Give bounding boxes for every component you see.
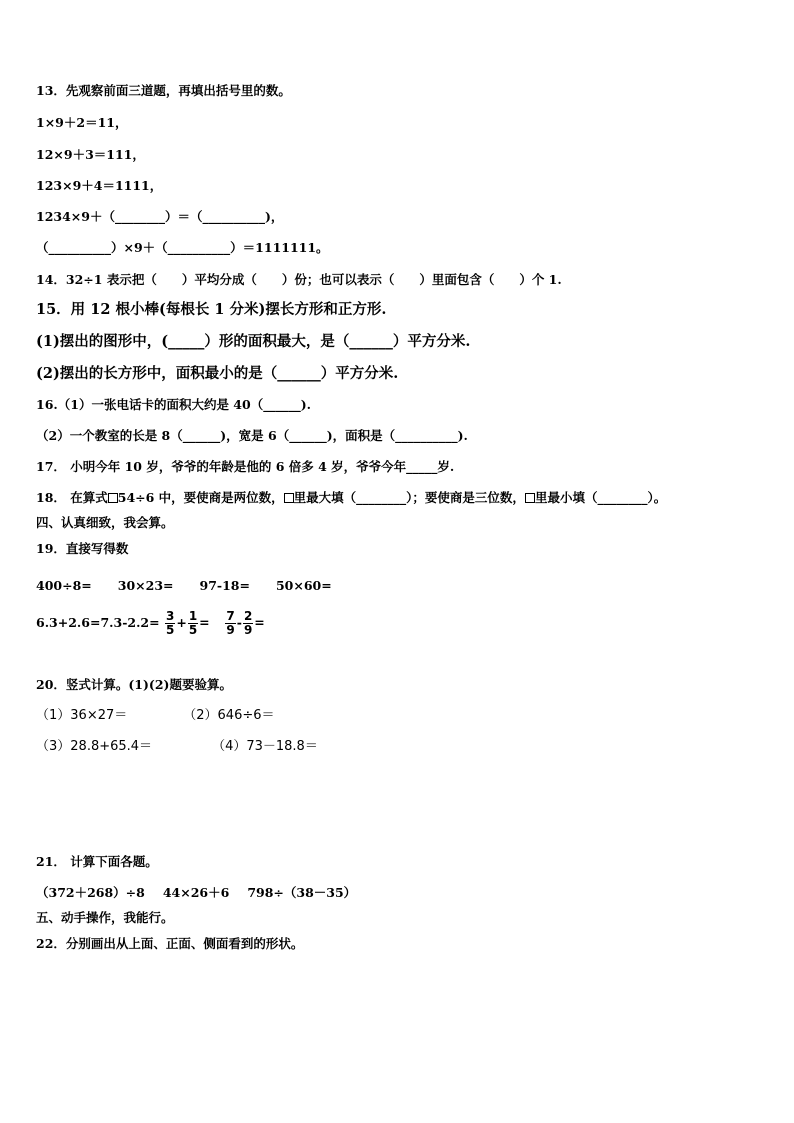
q18-part-c: 里最大填（________）；要使商是三位数， — [293, 490, 525, 505]
blank-square-icon — [108, 493, 118, 503]
q15-title: 15．用 12 根小棒(每根长 1 分米)摆长方形和正方形. — [36, 301, 387, 318]
q19-item-1: 400÷8= — [36, 578, 92, 593]
q16-part-2: （2）一个教室的长是 8（______)，宽是 6（______)，面积是（__________). — [36, 428, 468, 443]
section-4-title: 四、认真细致，我会算。 — [36, 515, 174, 530]
q21-row — [36, 884, 356, 902]
plus-sign: + — [176, 615, 187, 630]
minus-sign: - — [236, 615, 242, 630]
q18-part-a: 18． 在算式 — [36, 490, 108, 505]
q19-item-6: 7.3-2.2= — [100, 615, 160, 630]
q20-row-1 — [36, 707, 275, 725]
fraction-2-9: $\frac{2}{9}$ — [243, 609, 253, 637]
q18-part-d: 里最小填（________）。 — [534, 490, 667, 505]
section-5-title: 五、动手操作，我能行。 — [36, 910, 174, 925]
q18-part-b: 54÷6 中，要使商是两位数， — [117, 490, 284, 505]
q13-line-2: 12×9＋3＝111， — [36, 147, 145, 162]
blank-square-icon — [284, 493, 294, 503]
q21-expr-1: （372＋268）÷8 — [36, 885, 145, 900]
q19-item-3: 97-18= — [199, 578, 250, 593]
q13-line-3: 123×9＋4＝1111， — [36, 178, 163, 193]
equals-sign: = — [199, 615, 210, 630]
q15-part-2: (2)摆出的长方形中，面积最小的是（______）平方分米. — [36, 365, 399, 382]
q18-text — [36, 489, 666, 507]
q19-item-2: 30×23= — [117, 578, 174, 593]
q15-part-1: (1)摆出的图形中，(_____）形的面积最大，是（______）平方分米. — [36, 333, 471, 350]
q19-row-1 — [36, 577, 332, 595]
q20-item-3: （3）28.8+65.4＝ — [36, 739, 153, 754]
fraction-7-9: $\frac{7}{9}$ — [226, 609, 235, 637]
q16-part-1: 16.（1）一张电话卡的面积大约是 40（______). — [36, 397, 311, 412]
q22-title: 22．分别画出从上面、正面、侧面看到的形状。 — [36, 936, 304, 951]
q13-line-4: 1234×9＋（________）＝（__________)， — [36, 209, 284, 224]
q19-item-4: 50×60= — [275, 578, 332, 593]
q13-line-5: （__________）×9＋（__________）＝1111111。 — [36, 240, 329, 255]
q19-item-5: 6.3+2.6= — [36, 615, 101, 630]
q14-text: 14．32÷1 表示把（ ）平均分成（ ）份；也可以表示（ ）里面包含（ ）个 1. — [36, 272, 562, 287]
q20-title: 20．竖式计算。(1)(2)题要验算。 — [36, 677, 232, 692]
q21-title: 21． 计算下面各题。 — [36, 854, 158, 869]
q21-expr-3: 798÷（38－35） — [247, 885, 357, 900]
equals-sign: = — [254, 615, 265, 630]
q20-item-4: （4）73－18.8＝ — [212, 739, 318, 754]
q20-item-2: （2）646÷6＝ — [183, 708, 275, 723]
fraction-3-5: $\frac{3}{5}$ — [165, 609, 175, 637]
q13-title: 13．先观察前面三道题，再填出括号里的数。 — [36, 83, 291, 98]
fraction-1-5: $\frac{1}{5}$ — [188, 609, 198, 637]
q17-text: 17． 小明今年 10 岁，爷爷的年龄是他的 6 倍多 4 岁，爷爷今年_____岁. — [36, 459, 455, 474]
q20-row-2 — [36, 738, 318, 756]
q19-title: 19．直接写得数 — [36, 541, 129, 556]
q19-row-2 — [36, 608, 265, 638]
q21-expr-2: 44×26＋6 — [162, 885, 230, 900]
q13-line-1: 1×9＋2＝11， — [36, 115, 128, 130]
blank-square-icon — [525, 493, 535, 503]
q20-item-1: （1）36×27＝ — [36, 708, 128, 723]
